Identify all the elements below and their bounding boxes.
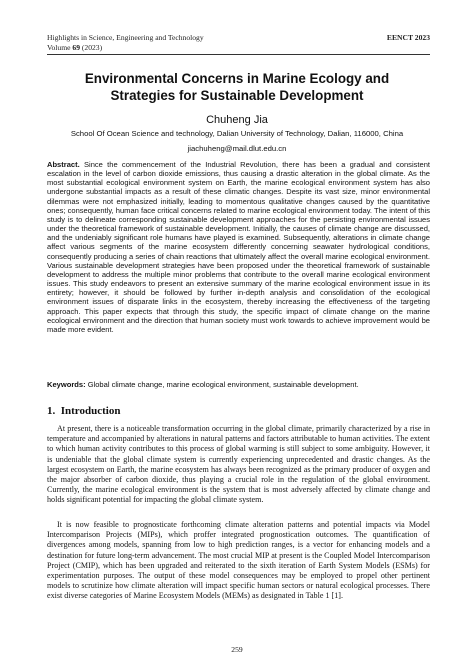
volume-year: (2023) [79, 43, 103, 52]
author-name: Chuheng Jia [206, 114, 268, 126]
journal-name: Highlights in Science, Engineering and Technology [47, 33, 204, 42]
keywords-text: Global climate change, marine ecological environment, sustainable development. [85, 380, 359, 389]
abstract [47, 160, 430, 334]
abstract-text: Since the commencement of the Industrial Revolution, there has been a gradual and consistent escalation in the level of carbon dioxide emissions, thus causing a drastic alteration in the global climate. As the most substantial ecological environment system on Earth, the marine ecological environment system has also undergone substantial impacts as a result of these climatic changes. Despite its vast size, minor environmental dilemmas were not emphasized initially, leading to momentous qualitative changes caused by the quantitative ones; consequently, human face critical concerns related to marine ecological environment today. The intent of this study is to delineate corresponding sustainable development approaches for the persisting environmental issues under the theoretical framework of sustainable development. Initially, the causes of climate change are discussed, and the undeniably significant role humans have played is examined. Subsequently, alterations in climate change affect various segments of the marine ecosystem differently concerning seawater hydrological conditions, consequently producing a series of chain reactions that ultimately affect the overall marine ecological environment. Various sustainable development strategies have been proposed under the theoretical framework of sustainable development to address the multiple minor problems that contribute to the overall marine ecological environment issues. This study endeavors to present an extensive summary of the marine ecological environment issue in its entirety; however, it should be followed by further in-depth analysis and consolidation of the ecological environment issues of disparate links in the ecosystem, thereby increasing the effectiveness of the targeting approach. This paper expects that through this study, the specific impact of climate change on the marine ecological environment and the direction that human society must work towards to achieve improvement would be made more evident. [47, 160, 430, 334]
volume-label: Volume [47, 43, 73, 52]
keywords [47, 380, 430, 390]
body-paragraph: It is now feasible to prognosticate forthcoming climate alteration patterns and potential impacts via Model Intercomparison Projects (MIPs), which proffer integrated prognostication outcomes. The quantification of divergences among models, spanning from low to high prediction ranges, is a vector for enhancing models and a destination for future long-term advancement. The most crucial MIP at present is the Coupled Model Intercomparison Project (CMIP), which has been upgraded and reiterated to the sixth iteration of Earth System Models (ESMs) for experimentation purposes. The output of these model consequences may be employed to propel other pertinent models to scrutinize how climate alteration will impact specific human sectors or natural ecological processes. There exist diverse categories of Marine Ecosystem Models (MEMs) as designated in Table 1 [1]. [47, 520, 430, 601]
header-rule [47, 54, 430, 55]
paper-title: Environmental Concerns in Marine Ecology and Strategies for Sustainable Development [84, 71, 390, 103]
abstract-label: Abstract. [47, 160, 80, 169]
body-paragraph: At present, there is a noticeable transformation occurring in the global climate, primarily characterized by a rise in temperature and accompanied by alterations in natural patterns and factors attributable to human activities. The extent to which human activity contributes to this process of global warming is still subject to some ambiguity. However, it is undeniable that the global climate system is currently experiencing unprecedented and drastic changes. As the largest ecosystem on Earth, the marine ecosystem has always been recognized as the primary producer of oxygen and the major absorber of carbon dioxide, thus playing a crucial role in the regulation of the global environment. Currently, the marine ecological environment is the system that is most adversely affected by climate change and holds significant potential for impacting the global climate system. [47, 424, 430, 505]
conference-name: EENCT 2023 [386, 33, 430, 42]
keywords-label: Keywords: [47, 380, 86, 389]
author-affiliation: School Of Ocean Science and technology, Dalian University of Technology, Dalian, 116000, China [70, 129, 404, 138]
author-email: jiachuheng@mail.dlut.edu.cn [187, 144, 287, 153]
page-number: 259 [231, 645, 243, 654]
section-heading: 1. Introduction [47, 405, 121, 417]
volume-info [47, 43, 102, 53]
volume-number: 69 [72, 43, 80, 52]
